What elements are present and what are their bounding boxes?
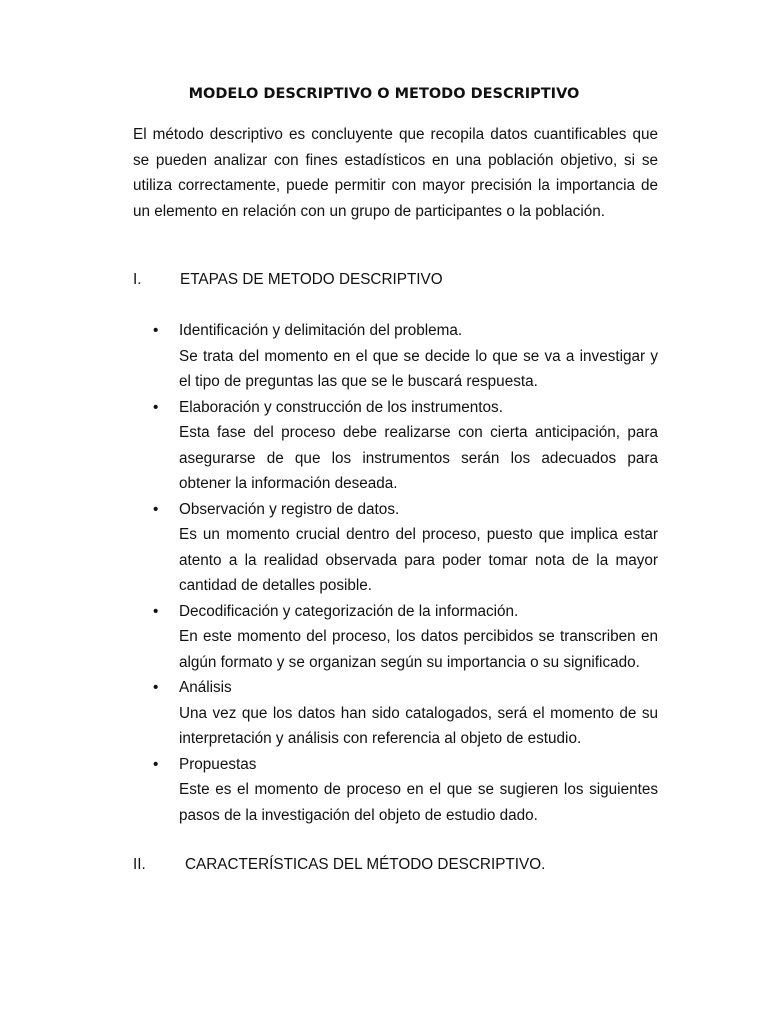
list-item: [0, 395, 768, 497]
bullet-icon: •: [153, 322, 159, 339]
bullet-icon: •: [153, 500, 159, 518]
step-title: Identificación y delimitación del problema.: [179, 322, 463, 339]
section-number: II.: [133, 856, 146, 873]
step-description: Una vez que los datos han sido catalogados, será el momento de su interpretación y análisis con referencia al objeto de estudio.: [179, 704, 658, 747]
bullet-icon: •: [153, 602, 159, 620]
list-item: [0, 318, 768, 395]
section-number: I.: [133, 271, 142, 288]
list-item: [0, 675, 768, 752]
step-title: Decodificación y categorización de la información.: [179, 602, 519, 620]
bullet-icon: •: [153, 755, 159, 773]
list-item: [0, 599, 768, 676]
section-heading-caracteristicas: [133, 855, 546, 875]
list-item: [0, 752, 768, 829]
section-heading-label: CARACTERÍSTICAS DEL MÉTODO DESCRIPTIVO.: [185, 856, 546, 873]
bullet-icon: •: [153, 398, 159, 416]
section-heading-label: ETAPAS DE METODO DESCRIPTIVO: [180, 271, 443, 288]
step-title: Observación y registro de datos.: [179, 500, 400, 518]
bullet-icon: •: [153, 679, 159, 696]
step-description: Esta fase del proceso debe realizarse con cierta anticipación, para asegurarse de que los instrumentos serán los adecuados para obtener la información deseada.: [179, 424, 658, 492]
step-description: Este es el momento de proceso en el que se sugieren los siguientes pasos de la investigación del objeto de estudio dado.: [179, 781, 658, 824]
document-title: MODELO DESCRIPTIVO O METODO DESCRIPTIVO: [188, 86, 580, 102]
step-description: Se trata del momento en el que se decide lo que se va a investigar y el tipo de preguntas las que se le buscará respuesta.: [179, 347, 658, 390]
step-description: Es un momento crucial dentro del proceso, puesto que implica estar atento a la realidad observada para poder tomar nota de la mayor cantidad de detalles posible.: [179, 526, 658, 594]
step-description: En este momento del proceso, los datos percibidos se transcriben en algún formato y se organizan según su importancia o su significado.: [179, 628, 658, 671]
list-item: [0, 497, 768, 599]
step-title: Análisis: [179, 679, 232, 696]
steps-list: [0, 318, 768, 828]
intro-paragraph: El método descriptivo es concluyente que recopila datos cuantificables que se pueden analizar con fines estadísticos en una población objetivo, si se utiliza correctamente, puede permitir con mayor precisión la importancia de un elemento en relación con un grupo de participantes o la población.: [133, 126, 658, 220]
section-heading-etapas: [133, 270, 443, 290]
step-title: Propuestas: [179, 755, 257, 773]
step-title: Elaboración y construcción de los instrumentos.: [179, 398, 503, 416]
